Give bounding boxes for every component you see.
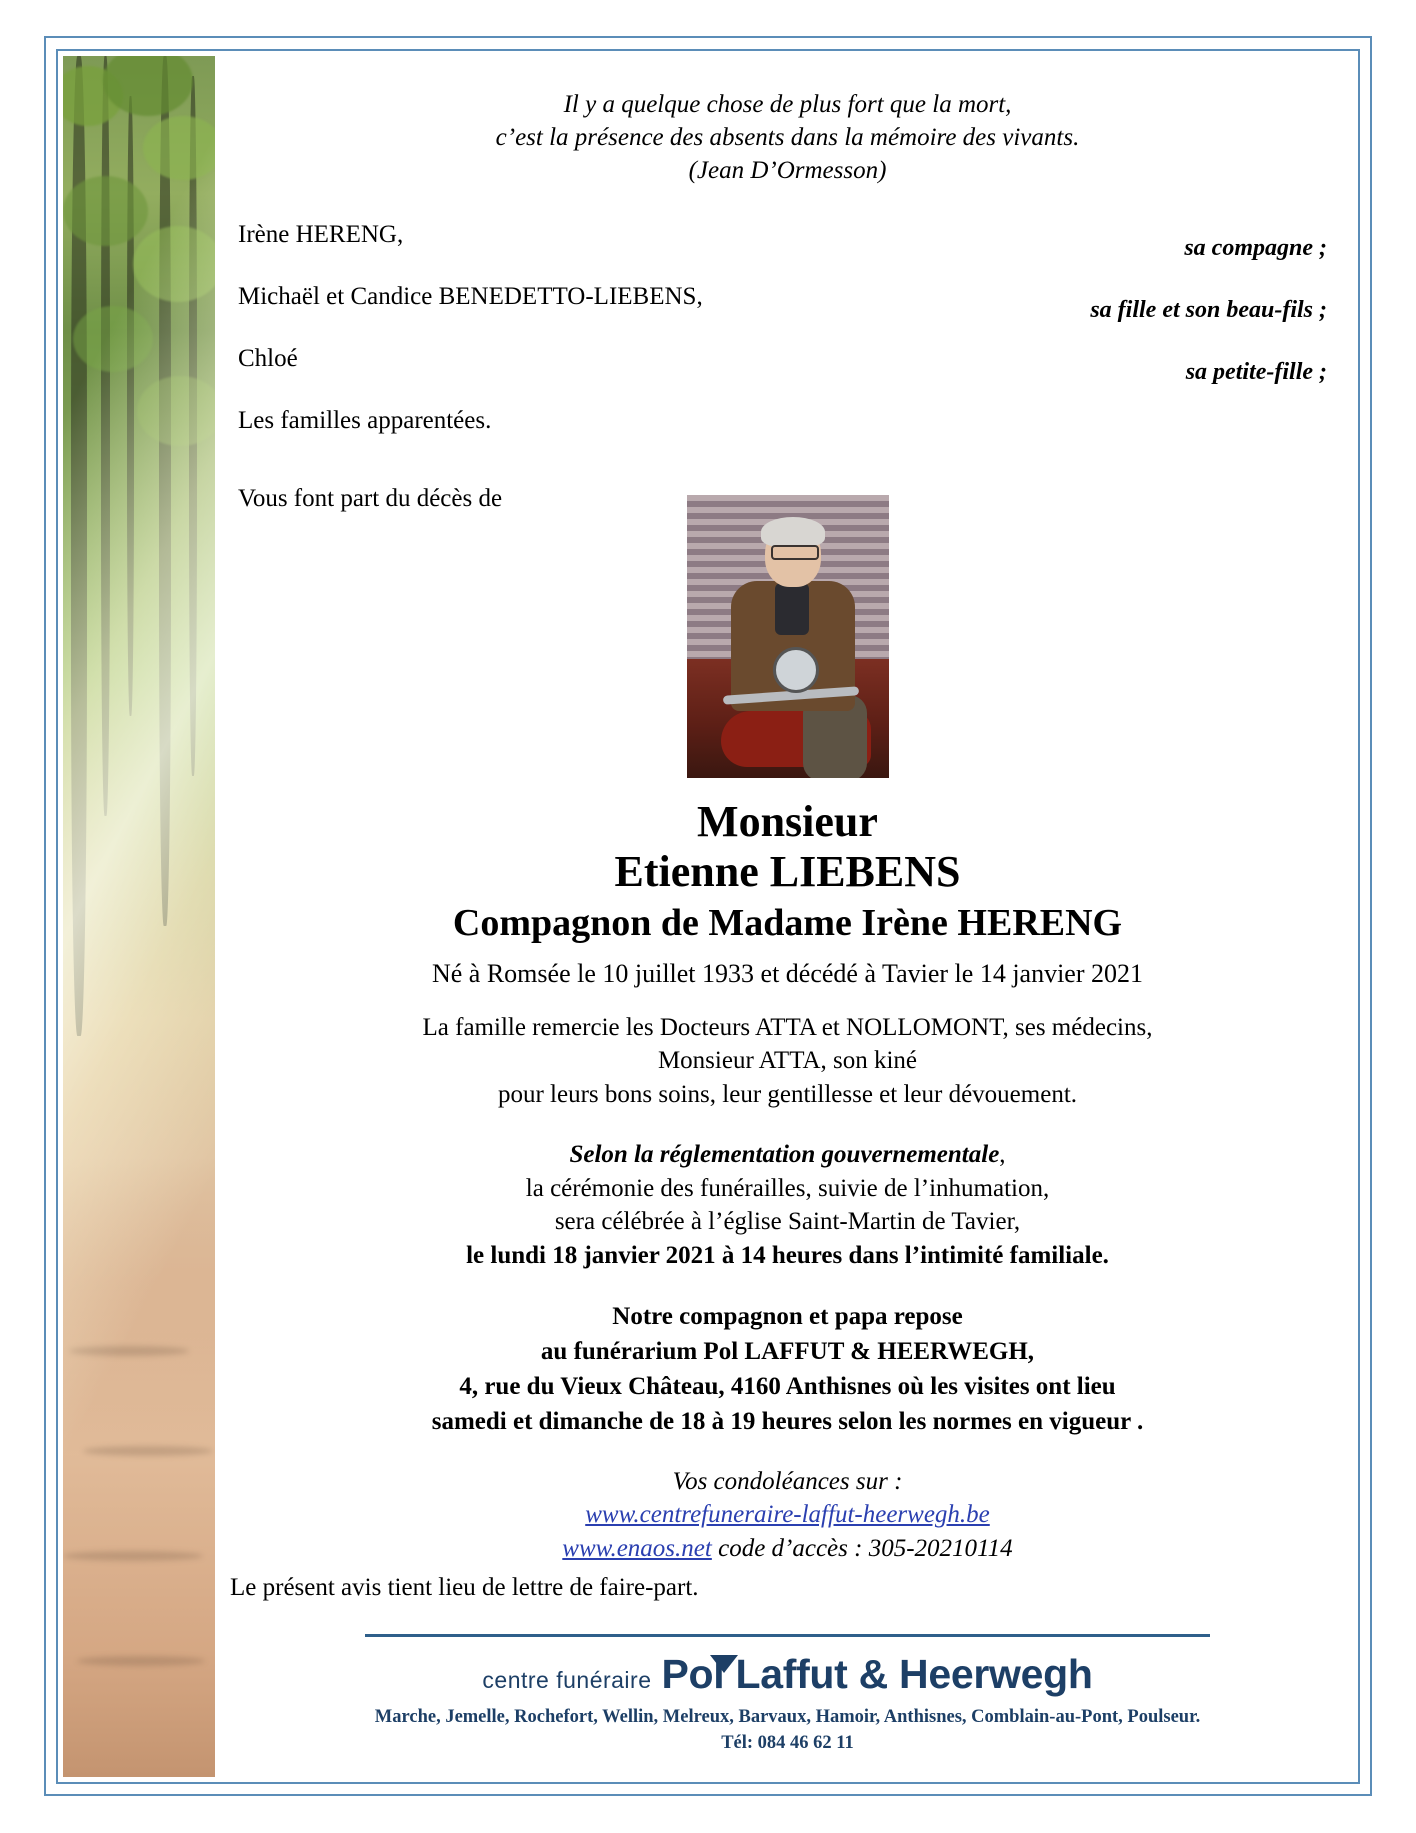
deceased-dates: Né à Romsée le 10 juillet 1933 et décédé à Tavier le 14 janvier 2021 — [431, 958, 1143, 988]
ceremony-line-2: la cérémonie des funérailles, suivie de l’inhumation, — [525, 1174, 1050, 1202]
family-name: Michaël et Candice BENEDETTO-LIEBENS, — [238, 283, 703, 310]
quote-author: (Jean D’Ormesson) — [688, 157, 887, 184]
epitaph-quote — [230, 80, 1345, 187]
family-row — [238, 407, 1345, 459]
announcement-line: Vous font part du décès de — [238, 485, 503, 512]
ceremony-block — [230, 1138, 1345, 1273]
faire-part-notice: Le présent avis tient lieu de lettre de faire-part. — [230, 1574, 699, 1602]
portrait-container — [230, 495, 1345, 783]
deceased-title: Monsieur — [697, 797, 878, 846]
funerarium-line-1: Notre compagnon et papa repose — [612, 1302, 963, 1330]
ceremony-line-1-rest: , — [999, 1140, 1006, 1168]
funerarium-address: 4, rue du Vieux Château, 4160 Anthisnes où les visites ont lieu — [459, 1372, 1116, 1400]
footer-logo-block — [230, 1634, 1345, 1754]
ceremony-regulation-emphasis: Selon la réglementation gouvernementale — [569, 1140, 1000, 1168]
family-list — [230, 221, 1345, 459]
condolences-link-row-2 — [230, 1532, 1345, 1566]
card-content — [230, 80, 1345, 1605]
brand-logo — [230, 1651, 1345, 1698]
access-code: code d’accès : 305-20210114 — [718, 1534, 1013, 1562]
family-name: Chloé — [238, 345, 298, 372]
footer-divider — [365, 1634, 1210, 1637]
ceremony-line-1 — [230, 1138, 1345, 1172]
ceremony-line-3: sera célébrée à l’église Saint-Martin de Tavier, — [554, 1208, 1021, 1236]
funerarium-visit-hours: samedi et dimanche de 18 à 19 heures selon les normes en vigueur . — [431, 1407, 1144, 1435]
condolences-intro: Vos condoléances sur : — [672, 1467, 903, 1495]
thanks-line-2: Monsieur ATTA, son kiné — [657, 1047, 918, 1075]
deceased-portrait-photo — [687, 495, 889, 778]
family-row — [238, 221, 1345, 273]
quote-line-1: Il y a quelque chose de plus fort que la mort, — [563, 91, 1012, 118]
enaos-website-link[interactable]: www.enaos.net — [562, 1534, 712, 1562]
ceremony-datetime: le lundi 18 janvier 2021 à 14 heures dans l’intimité familiale. — [466, 1242, 1109, 1270]
thanks-line-1: La famille remercie les Docteurs ATTA et NOLLOMONT, ses médecins, — [422, 1013, 1153, 1041]
family-relation: sa petite-fille ; — [1185, 359, 1327, 385]
funerarium-line-2: au funérarium Pol LAFFUT & HEERWEGH, — [540, 1337, 1035, 1365]
thanks-block — [230, 1011, 1345, 1112]
family-relation: sa compagne ; — [1184, 235, 1327, 261]
family-row — [238, 345, 1345, 397]
footer-cities: Marche, Jemelle, Rochefort, Wellin, Melreux, Barvaux, Hamoir, Anthisnes, Comblain-au-Pont, Poulseur. — [374, 1707, 1201, 1727]
family-name: Irène HERENG, — [238, 221, 404, 248]
funerarium-block — [230, 1299, 1345, 1439]
triangle-icon — [710, 1655, 738, 1673]
condolences-website-link[interactable]: www.centrefuneraire-laffut-heerwegh.be — [585, 1501, 990, 1529]
footer-phone: Tél: 084 46 62 11 — [721, 1733, 854, 1753]
thanks-line-3: pour leurs bons soins, leur gentillesse et leur dévouement. — [497, 1081, 1078, 1109]
brand-subtitle: centre funéraire — [482, 1667, 652, 1693]
forest-photo-strip — [63, 56, 215, 1777]
family-name: Les familles apparentées. — [238, 407, 492, 434]
family-row — [238, 283, 1345, 335]
condolences-block — [230, 1465, 1345, 1605]
deceased-name: Etienne LIEBENS — [614, 847, 961, 897]
deceased-name-block — [230, 797, 1345, 989]
brand-title: Pol Laffut & Heerwegh — [661, 1651, 1093, 1697]
family-relation: sa fille et son beau-fils ; — [1090, 297, 1327, 323]
deceased-companion-line: Compagnon de Madame Irène HERENG — [452, 902, 1123, 945]
condolences-link-row-1 — [230, 1498, 1345, 1532]
quote-line-2: c’est la présence des absents dans la mémoire des vivants. — [495, 124, 1080, 151]
